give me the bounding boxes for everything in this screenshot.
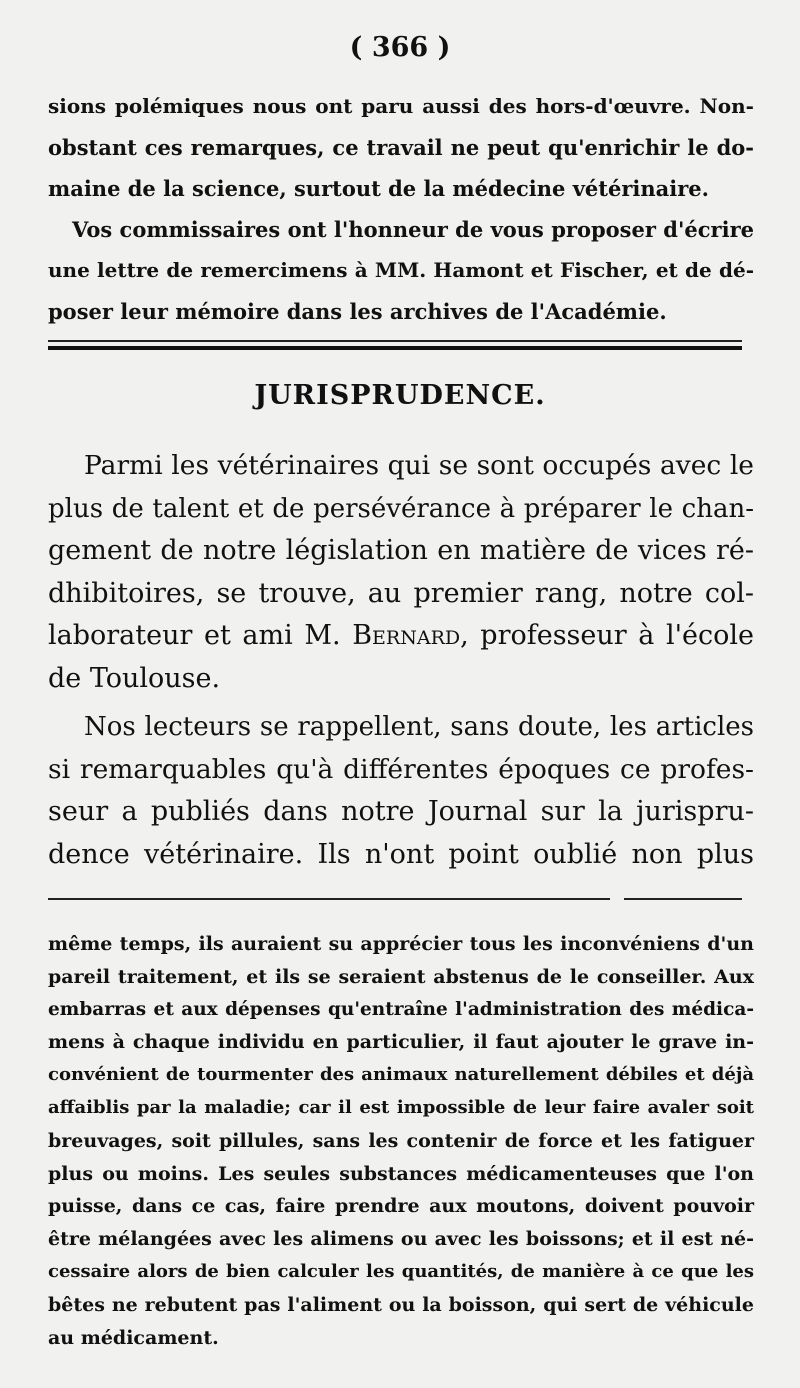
text-line: sions polémiques nous ont paru aussi des hors-d'œuvre. Non- <box>48 94 754 118</box>
text-line: Nos lecteurs se rappellent, sans doute, les articles <box>84 712 754 742</box>
text-line: obstant ces remarques, ce travail ne peut qu'enrichir le do- <box>48 135 754 160</box>
text-line: de Toulouse. <box>48 662 221 694</box>
section-heading: JURISPRUDENCE. <box>254 380 546 411</box>
footnote-line: embarras et aux dépenses qu'entraîne l'administration des médica- <box>48 998 754 1020</box>
author-name: Bernard <box>352 620 461 651</box>
footnote-divider <box>48 898 610 900</box>
text-line: dhibitoires, se trouve, au premier rang, notre col- <box>48 577 754 609</box>
footnote-line: puisse, dans ce cas, faire prendre aux moutons, doivent pouvoir <box>48 1195 754 1218</box>
footnote-line: bêtes ne rebutent pas l'aliment ou la boisson, qui sert de véhicule <box>48 1293 754 1316</box>
footnote-line: mens à chaque individu en particulier, il faut ajouter le grave in- <box>48 1031 754 1054</box>
footnote-divider-right <box>624 898 742 900</box>
text-line: dence vétérinaire. Ils n'ont point oublié non plus <box>48 838 754 870</box>
footnote-line: cessaire alors de bien calculer les quantités, de manière à ce que les <box>48 1260 754 1282</box>
footnote-line: convénient de tourmenter des animaux naturellement débiles et déjà <box>48 1064 754 1086</box>
section-divider <box>48 340 742 351</box>
text-line: gement de notre législation en matière de vices ré- <box>48 535 754 566</box>
text-line <box>48 615 754 658</box>
footnote-text <box>48 928 754 1354</box>
text-segment: , professeur à l'école <box>460 620 755 651</box>
continued-text <box>48 86 754 332</box>
footnote-line: être mélangées avec les alimens ou avec les boissons; et il est né- <box>48 1228 754 1251</box>
text-line: poser leur mémoire dans les archives de l'Académie. <box>48 299 667 324</box>
text-line: une lettre de remercimens à MM. Hamont et Fischer, et de dé- <box>48 258 754 282</box>
footnote-line: breuvages, soit pillules, sans les contenir de force et les fatiguer <box>48 1129 754 1152</box>
text-line: plus de talent et de persévérance à préparer le chan- <box>48 493 754 524</box>
footnote-line: affaiblis par la maladie; car il est impossible de leur faire avaler soit <box>48 1096 754 1118</box>
text-line: seur a publiés dans notre Journal sur la jurispru- <box>48 796 754 827</box>
footnote-line: au médicament. <box>48 1326 219 1349</box>
footnote-line: pareil traitement, et ils se seraient abstenus de le conseiller. Aux <box>48 965 754 988</box>
text-line: maine de la science, surtout de la médecine vétérinaire. <box>48 176 709 201</box>
footnote-line: même temps, ils auraient su apprécier tous les inconvéniens d'un <box>48 933 754 955</box>
footnote-line: plus ou moins. Les seules substances médicamenteuses que l'on <box>48 1162 754 1185</box>
text-line: Parmi les vétérinaires qui se sont occupés avec le <box>84 450 754 481</box>
article-body <box>48 445 754 876</box>
text-line: Vos commissaires ont l'honneur de vous proposer d'écrire <box>72 217 754 242</box>
page-number: ( 366 ) <box>349 32 451 63</box>
text-segment: laborateur et ami M. <box>48 620 341 651</box>
text-line: si remarquables qu'à différentes époques ce profes- <box>48 753 754 785</box>
